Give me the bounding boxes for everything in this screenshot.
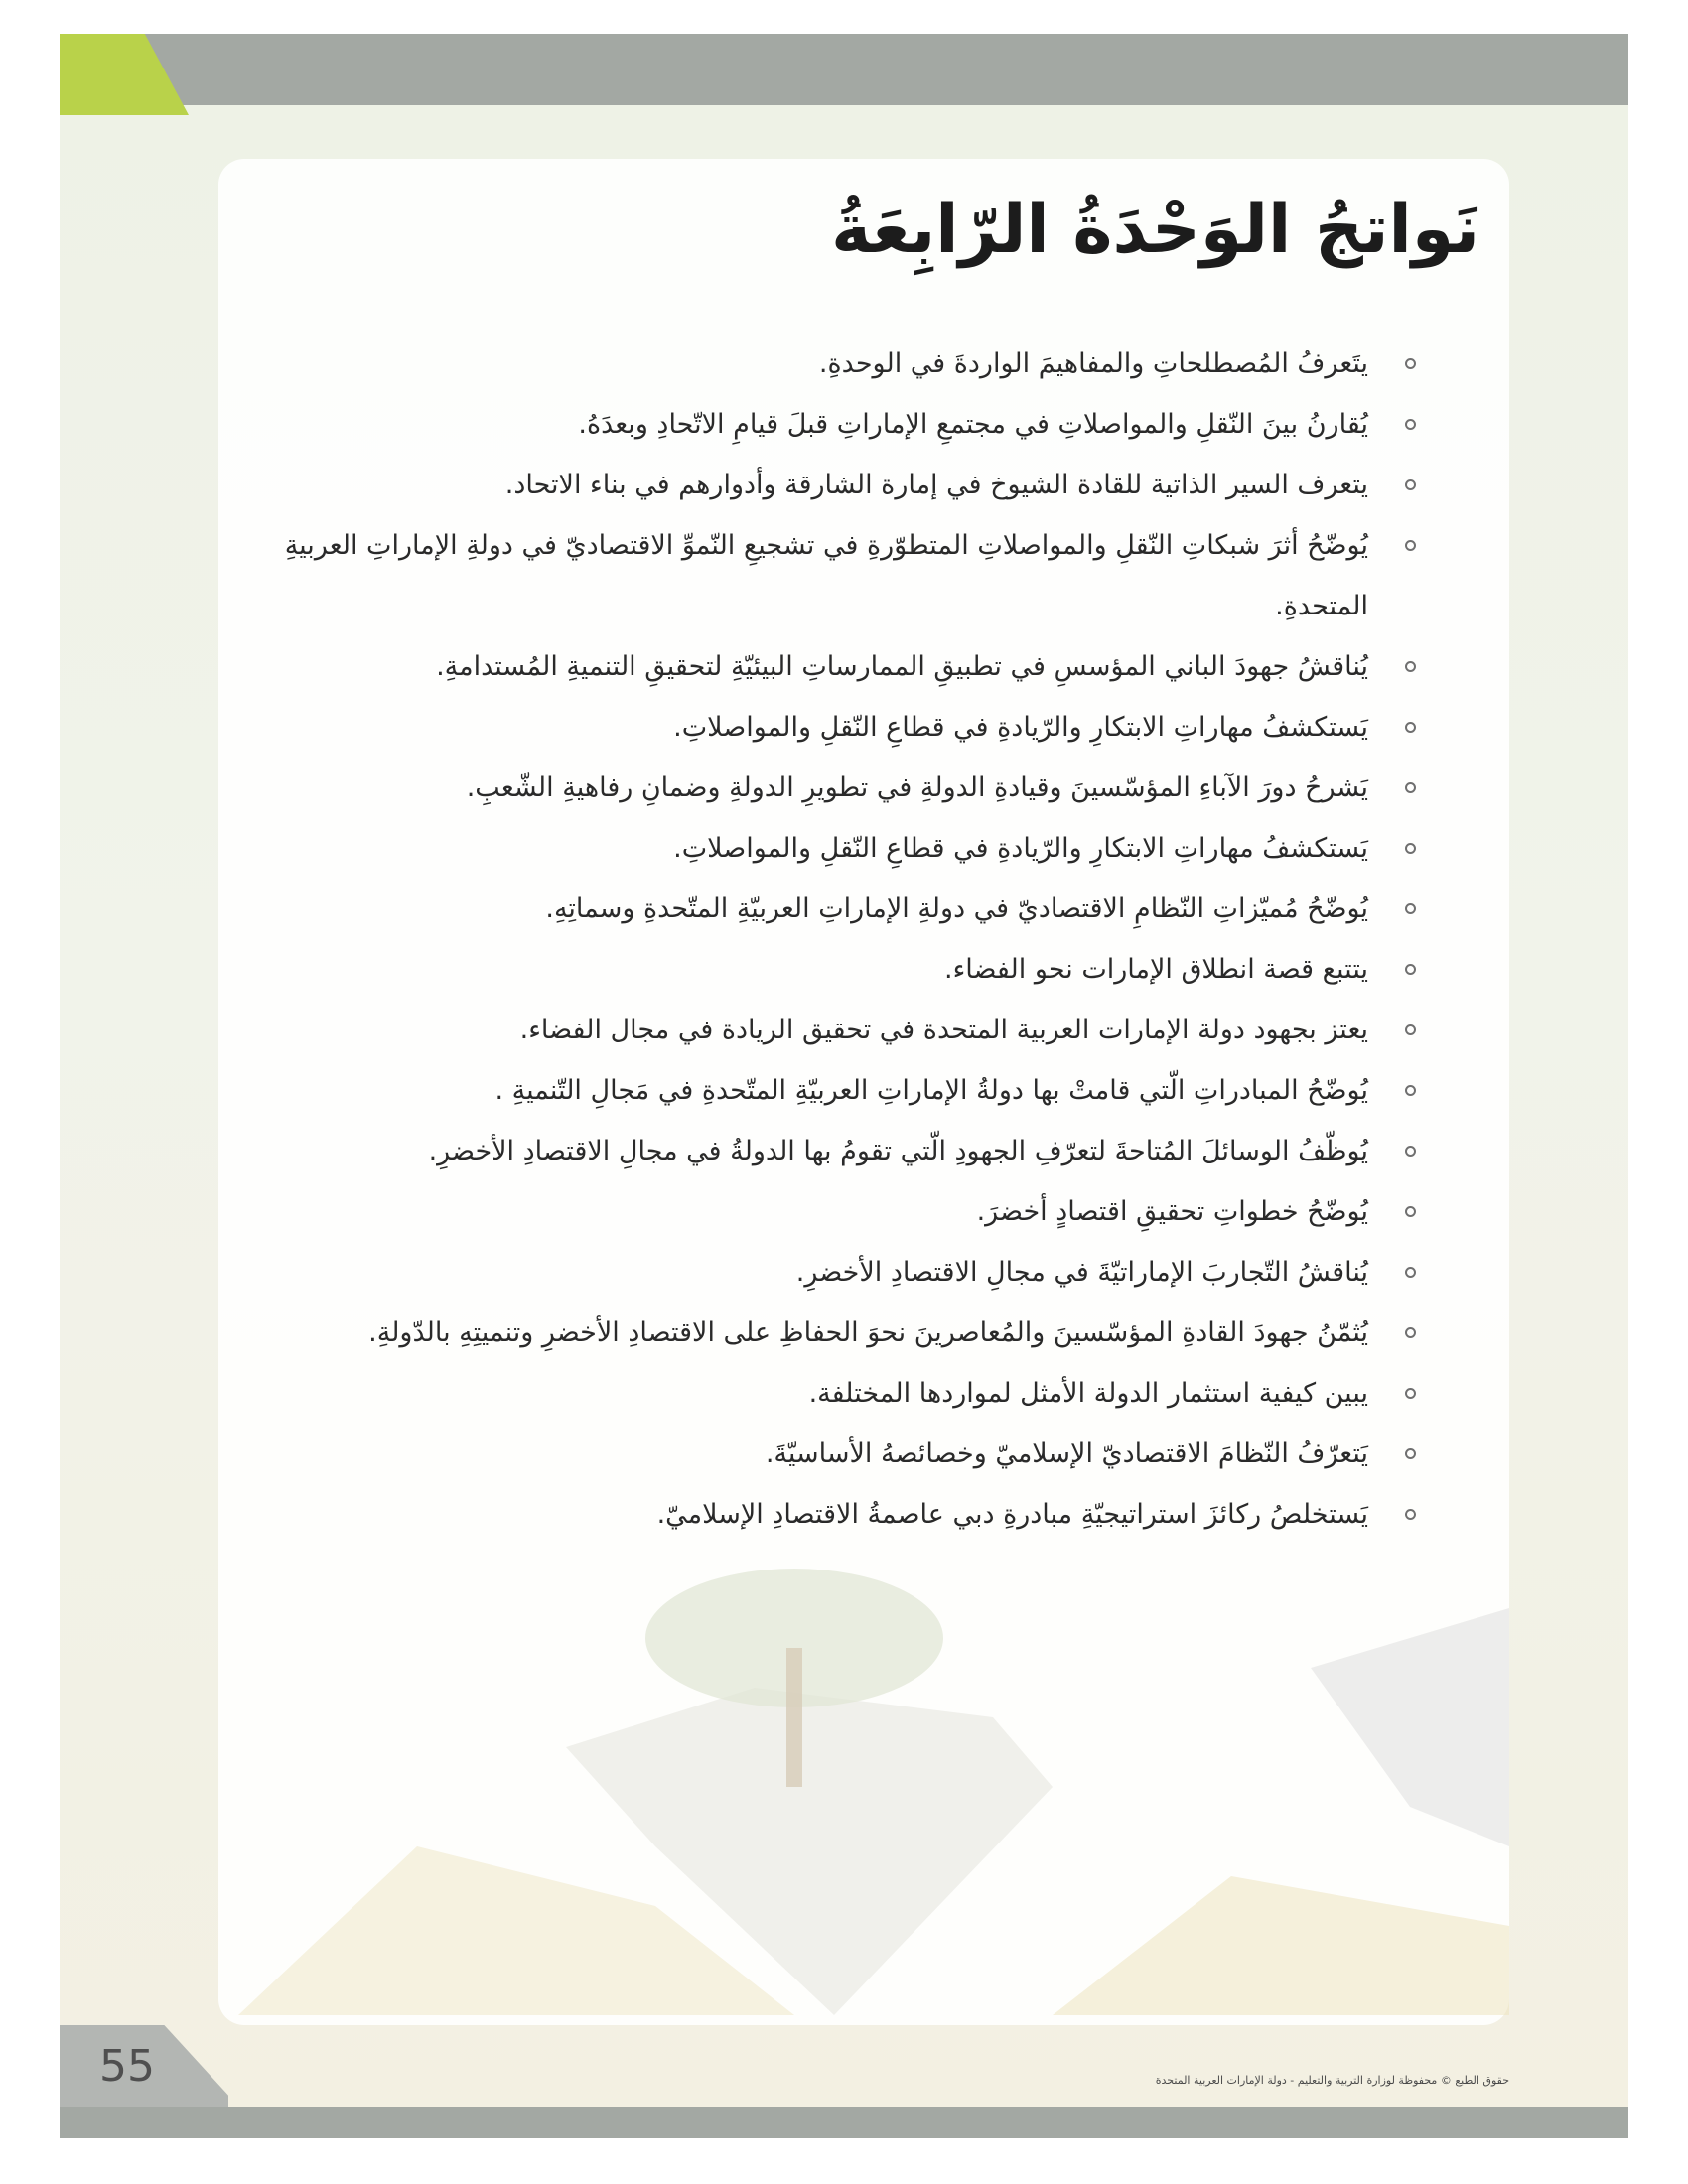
outcome-text: يَشرحُ دورَ الآباءِ المؤسّسينَ وقيادةِ الدولةِ في تطويرِ الدولةِ وضمانِ رفاهيةِ الشّعبِ. [466, 772, 1368, 803]
bullet-icon [1405, 661, 1416, 672]
outcome-text: يُوضّحُ مُميّزاتِ النّظامِ الاقتصاديّ في دولةِ الإماراتِ العربيّةِ المتّحدةِ وسماتِهِ. [545, 893, 1368, 924]
bullet-icon [1405, 1327, 1416, 1338]
outcome-item [248, 1060, 1420, 1121]
bullet-icon [1405, 1024, 1416, 1035]
outcome-item [248, 939, 1420, 1000]
bullet-icon [1405, 1206, 1416, 1217]
bullet-icon [1405, 903, 1416, 914]
outcome-text: يتتبع قصة انطلاق الإمارات نحو الفضاء. [943, 954, 1368, 985]
footer-bar [60, 2107, 1628, 2138]
outcome-text: يُوضّحُ خطواتِ تحقيقِ اقتصادٍ أخضرَ. [976, 1196, 1368, 1227]
outcome-item [248, 697, 1420, 757]
bullet-icon [1405, 1509, 1416, 1520]
outcome-text: يبين كيفية استثمار الدولة الأمثل لمواردها المختلفة. [808, 1378, 1368, 1409]
bullet-icon [1405, 419, 1416, 430]
bullet-icon [1405, 358, 1416, 369]
outcome-item [248, 1121, 1420, 1181]
outcome-item [248, 879, 1420, 939]
outcomes-list [248, 334, 1420, 1545]
page-number: 55 [99, 2041, 155, 2092]
outcome-text: يتعرف السير الذاتية للقادة الشيوخ في إمارة الشارقة وأدوارهم في بناء الاتحاد. [504, 470, 1368, 500]
floating-island-illustration [238, 1549, 1509, 2015]
outcome-item [248, 455, 1420, 515]
bullet-icon [1405, 843, 1416, 854]
bullet-icon [1405, 540, 1416, 551]
outcome-text: يُوظّفُ الوسائلَ المُتاحةَ لتعرّفِ الجهودِ الّتي تقومُ بها الدولةُ في مجالِ الاقتصادِ الأخضرِ. [428, 1136, 1368, 1166]
outcome-item [248, 818, 1420, 879]
bullet-icon [1405, 1448, 1416, 1459]
bullet-icon [1405, 479, 1416, 490]
outcome-item [248, 1181, 1420, 1242]
outcome-text: يتَعرفُ المُصطلحاتِ والمفاهيمَ الواردةَ في الوحدةِ. [818, 348, 1368, 379]
page-title: نَواتجُ الوَحْدَةُ الرّابِعَةُ [831, 191, 1479, 269]
outcome-item [248, 334, 1420, 394]
outcome-item [248, 636, 1420, 697]
outcome-item [248, 1424, 1420, 1484]
bullet-icon [1405, 722, 1416, 733]
header-bar [60, 34, 1628, 105]
outcome-text: يَستكشفُ مهاراتِ الابتكارِ والرّيادةِ في قطاعِ النّقلِ والمواصلاتِ. [673, 833, 1368, 864]
outcome-item [248, 1242, 1420, 1302]
outcome-text: يُوضّحُ المبادراتِ الّتي قامتْ بها دولةُ الإماراتِ العربيّةِ المتّحدةِ في مَجالِ التّنميةِ . [494, 1075, 1368, 1106]
outcome-text: يعتز بجهود دولة الإمارات العربية المتحدة في تحقيق الريادة في مجال الفضاء. [519, 1015, 1368, 1045]
outcome-text: يُثمّنُ جهودَ القادةِ المؤسّسينَ والمُعاصرينَ نحوَ الحفاظِ على الاقتصادِ الأخضرِ وتنميتِهِ بالدّولةِ. [368, 1317, 1368, 1348]
bullet-icon [1405, 1085, 1416, 1096]
outcome-item [248, 394, 1420, 455]
outcome-item [248, 1484, 1420, 1545]
copyright-notice: حقوق الطبع © محفوظة لوزارة التربية والتعليم - دولة الإمارات العربية المتحدة [1155, 2074, 1509, 2087]
bullet-icon [1405, 1388, 1416, 1399]
outcome-text: يُوضّحُ أثرَ شبكاتِ النّقلِ والمواصلاتِ المتطوّرةِ في تشجيعِ النّموِّ الاقتصاديّ في دولةِ الإماراتِ العربيةِ المتحدةِ. [284, 530, 1368, 621]
outcome-item [248, 1302, 1420, 1363]
outcome-text: يُقارنُ بينَ النّقلِ والمواصلاتِ في مجتمعِ الإماراتِ قبلَ قيامِ الاتّحادِ وبعدَهُ. [578, 409, 1368, 440]
outcome-text: يُناقشُ التّجاربَ الإماراتيّةَ في مجالِ الاقتصادِ الأخضرِ. [795, 1257, 1368, 1288]
bullet-icon [1405, 1146, 1416, 1157]
outcome-item [248, 1363, 1420, 1424]
outcome-item [248, 1000, 1420, 1060]
outcome-text: يَستخلصُ ركائزَ استراتيجيّةِ مبادرةِ دبي عاصمةُ الاقتصادِ الإسلاميّ. [656, 1499, 1368, 1530]
outcome-text: يَستكشفُ مهاراتِ الابتكارِ والرّيادةِ في قطاعِ النّقلِ والمواصلاتِ. [673, 712, 1368, 743]
bullet-icon [1405, 1267, 1416, 1278]
outcome-text: يُناقشُ جهودَ الباني المؤسسِ في تطبيقِ الممارساتِ البيئيّةِ لتحقيقِ التنميةِ المُستدامةِ. [436, 651, 1368, 682]
outcome-text: يَتعرّفُ النّظامَ الاقتصاديّ الإسلاميّ وخصائصهُ الأساسيّةَ. [765, 1438, 1368, 1469]
bullet-icon [1405, 782, 1416, 793]
bullet-icon [1405, 964, 1416, 975]
outcome-item [248, 515, 1420, 636]
outcome-item [248, 757, 1420, 818]
